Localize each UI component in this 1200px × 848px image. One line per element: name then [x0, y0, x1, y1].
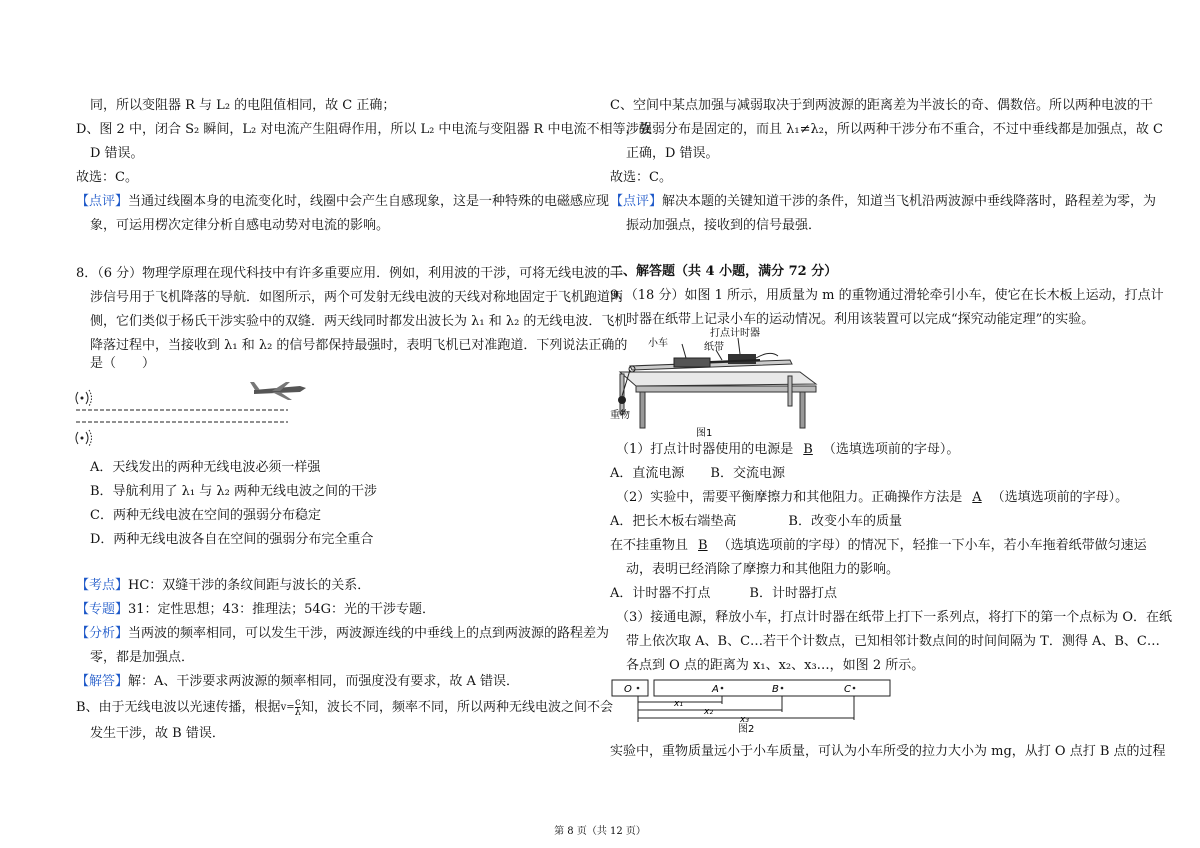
p2-text-b: （选填选项前的字母）。: [991, 490, 1129, 505]
kaodian-tag: 【考点】: [76, 578, 129, 593]
option-d: D．两种无线电波各自在空间的强弱分布完全重合: [90, 532, 374, 547]
answer-b-text-b: 知，波长不同，频率不同，所以两种无线电波之间不会: [300, 700, 613, 715]
q8-line-1: 8．（6 分）物理学原理在现代科技中有许多重要应用．例如，利用波的干涉，可将无线电波的干: [76, 266, 624, 281]
timer-icon: [728, 354, 756, 364]
zhuanti-tag: 【专题】: [76, 602, 129, 617]
tape-point-o: [637, 687, 640, 690]
table-icon: [620, 372, 816, 428]
p3-text-b: （选填选项前的字母）的情况下，轻推一下小车，若小车拖着纸带做匀速运: [717, 538, 1147, 553]
formula-denominator: λ: [294, 707, 301, 718]
tape-point-c: [853, 687, 856, 690]
p5: 实验中，重物质量远小于小车质量，可认为小车所受的拉力大小为 mg，从打 O 点打 B 点的过程: [610, 744, 1166, 759]
p4-line-2: 带上依次取 A、B、C…若干个计数点，已知相邻计数点间的时间间隔为 T．测得 A、B、C…: [626, 634, 1160, 649]
q8-line-3: 侧，它们类似于杨氏干涉实验中的双缝．两天线同时都发出波长为 λ₁ 和 λ₂ 的无线电波．飞机: [90, 314, 628, 329]
comment-tag: 【点评】: [76, 194, 129, 209]
right-c-line-1: C、空间中某点加强与减弱取决于到两波源的距离差为半波长的奇、偶数倍。所以两种电波的干: [610, 98, 1153, 113]
left-line-2: D、图 2 中，闭合 S₂ 瞬间，L₂ 对电流产生阻碍作用，所以 L₂ 中电流与变阻器 R 中电流不相等，故: [76, 122, 652, 137]
option-c: C．两种无线电波在空间的强弱分布稳定: [90, 508, 321, 523]
right-c-line-4: 故选：C。: [610, 170, 672, 185]
q9-line-2: 时器在纸带上记录小车的运动情况。利用该装置可以完成“探究动能定理”的实验。: [626, 312, 1095, 327]
p2-answer: A: [972, 490, 982, 505]
antenna-top-icon: [76, 390, 92, 406]
option-a: A．天线发出的两种无线电波必须一样强: [90, 460, 321, 475]
formula-numerator: c: [294, 697, 301, 708]
p1-options: A．直流电源 B．交流电源: [610, 466, 785, 481]
option-b: B．导航利用了 λ₁ 与 λ₂ 两种无线电波之间的干涉: [90, 484, 377, 499]
antenna-bottom-icon: [76, 430, 92, 446]
fig2-x1: x₁: [674, 699, 683, 709]
fig2-x2: x₂: [704, 707, 713, 717]
airplane-icon: [250, 382, 306, 400]
tape-point-a: [721, 687, 724, 690]
left-line-6: 象，可运用楞次定律分析自感电动势对电流的影响。: [90, 218, 390, 233]
p2-options: A．把长木板右端垫高 B．改变小车的质量: [610, 514, 902, 529]
answer-b-line-2: 发生干涉，故 B 错误．: [90, 726, 225, 741]
right-c-line-3: 正确，D 错误。: [626, 146, 719, 161]
runway-figure: [74, 378, 314, 448]
fenxi-line-2: 零，都是加强点．: [90, 650, 195, 665]
q9-line-1: 9．（18 分）如图 1 所示，用质量为 m 的重物通过滑轮牵引小车，使它在长木板上运动，打点计: [610, 288, 1164, 303]
fig1-label-timer: 打点计时器: [710, 328, 760, 339]
p2-text-a: （2）实验中，需要平衡摩擦力和其他阻力。正确操作方法是: [616, 490, 963, 505]
zhuanti: [76, 602, 435, 618]
fig1-label-tape: 纸带: [704, 342, 724, 353]
section-2-title: 二、解答题（共 4 小题，满分 72 分）: [610, 264, 838, 279]
fenxi-tag: 【分析】: [76, 626, 129, 641]
p3-answer: B: [698, 538, 708, 553]
zhuanti-text: 31：定性思想；43：推理法；54G：光的干涉专题．: [128, 602, 436, 617]
p1: [616, 442, 959, 458]
q8-line-2: 涉信号用于飞机降落的导航．如图所示，两个可发射无线电波的天线对称地固定于飞机跑道两: [90, 290, 624, 305]
q8-line-4: 降落过程中，当接收到 λ₁ 和 λ₂ 的信号都保持最强时，表明飞机已对准跑道．下列说法正确的: [90, 338, 628, 353]
fig1-label-car: 小车: [648, 338, 668, 349]
p1-answer: B: [803, 442, 813, 457]
jieda: [76, 674, 519, 690]
fig2-label-a: A: [712, 684, 719, 695]
fig2-caption: 图2: [738, 724, 755, 734]
right-comment-line-2: 振动加强点，接收到的信号最强．: [626, 218, 822, 233]
right-comment: [610, 194, 1156, 210]
car-icon: [674, 358, 710, 367]
answer-b-line-1: [76, 698, 613, 717]
p3-text-a: 在不挂重物且: [610, 538, 689, 553]
right-comment-tag: 【点评】: [610, 194, 663, 209]
q8-line-5: 是（ ）: [90, 356, 156, 371]
p4-line-1: （3）接通电源，释放小车，打点计时器在纸带上打下一系列点，将打下的第一个点标为 O．在纸: [616, 610, 1173, 625]
fig2-label-c: C: [844, 684, 851, 695]
fig2-label-o: O: [624, 684, 632, 695]
fig1-label-weight: 重物: [610, 410, 630, 421]
weight-icon: [618, 396, 626, 404]
page-footer: 第 8 页（共 12 页）: [554, 826, 646, 837]
p1-text-b: （选填选项前的字母）。: [822, 442, 960, 457]
formula: [281, 698, 301, 717]
p4-line-3: 各点到 O 点的距离为 x₁、x₂、x₃…，如图 2 所示。: [626, 658, 925, 673]
right-c-line-2: 涉强弱分布是固定的，而且 λ₁≠λ₂，所以两种干涉分布不重合，不过中垂线都是加强点，故 C: [626, 122, 1164, 137]
kaodian-text: HC：双缝干涉的条纹间距与波长的关系．: [128, 578, 371, 593]
p2: [616, 490, 1128, 506]
jieda-text: 解：A、干涉要求两波源的频率相同，而强度没有要求，故 A 错误．: [128, 674, 520, 689]
p3-options: A．计时器不打点 B．计时器打点: [610, 586, 837, 601]
formula-v: v=: [280, 702, 295, 713]
figure-2-tape: [610, 676, 900, 734]
fig1-caption: 图1: [696, 428, 713, 439]
left-line-1: 同，所以变阻器 R 与 L₂ 的电阻值相同，故 C 正确；: [90, 98, 396, 113]
kaodian: [76, 578, 370, 594]
left-line-3: D 错误。: [90, 146, 144, 161]
left-line-4: 故选：C。: [76, 170, 138, 185]
fenxi: [76, 626, 609, 642]
fig2-label-b: B: [772, 684, 779, 695]
right-comment-text: 解决本题的关键知道干涉的条件，知道当飞机沿两波源中垂线降落时，路程差为零，为: [662, 194, 1157, 209]
fenxi-text: 当两波的频率相同，可以发生干涉，两波源连线的中垂线上的点到两波源的路程差为: [128, 626, 610, 641]
jieda-tag: 【解答】: [76, 674, 129, 689]
tape-point-b: [781, 687, 784, 690]
p1-text-a: （1）打点计时器使用的电源是: [616, 442, 794, 457]
figure-1-apparatus: [610, 324, 840, 440]
answer-b-text-a: B、由于无线电波以光速传播，根据: [76, 700, 281, 715]
fig2-x3: x₃: [740, 715, 749, 725]
comment-block: [76, 194, 609, 210]
p3-line-2: 动，表明已经消除了摩擦力和其他阻力的影响。: [626, 562, 900, 577]
comment-text: 当通过线圈本身的电流变化时，线圈中会产生自感现象，这是一种特殊的电磁感应现: [128, 194, 610, 209]
p3: [610, 538, 1147, 554]
